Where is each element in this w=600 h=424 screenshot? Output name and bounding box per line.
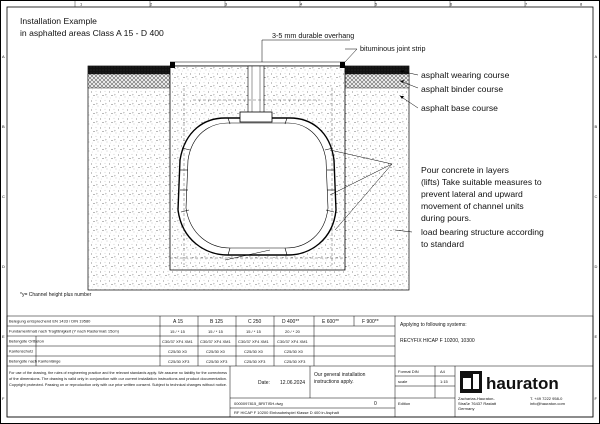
format-label: Format DIN — [398, 369, 419, 374]
class-d400: D 400** — [282, 319, 300, 325]
drawing-title-line-2: in asphalted areas Class A 15 - D 400 — [20, 28, 164, 38]
joint-strip-left — [170, 62, 175, 68]
wearing-course-left — [88, 66, 170, 74]
date-value: 12.06.2024 — [280, 380, 306, 386]
scale-label: scale — [398, 379, 408, 384]
grid-number-1: 1 — [80, 1, 83, 7]
grid-letter-c: C — [2, 194, 5, 199]
grid-letter-f: F — [2, 396, 5, 401]
grid-number-7: 7 — [525, 1, 528, 7]
label-wearing-course: asphalt wearing course — [421, 70, 510, 80]
label-pour-2: (lifts) Take suitable measures to — [421, 177, 542, 187]
applying-label: Applying to following systems: — [400, 322, 467, 328]
grid-number-5: 5 — [375, 1, 378, 7]
drawing-number: 0000097815_BRITISH.dwg — [234, 401, 283, 406]
drawing-title-line-1: Installation Example — [20, 16, 97, 26]
company-logo — [460, 371, 559, 393]
grid-letter-f-right: F — [594, 396, 597, 401]
channel-top-cap — [240, 112, 272, 122]
grid-letter-a-right: A — [594, 54, 598, 59]
binder-course-left — [88, 74, 170, 88]
spec-row-label-concrete: Betongüte Ortbeton — [9, 338, 44, 344]
grid-number-2: 2 — [150, 1, 153, 7]
company-address-1: Zacharias-Hauraton- — [458, 396, 495, 401]
company-address-2: Straße 76437 Rastatt — [458, 401, 497, 406]
company-address-3: Germany — [458, 406, 475, 411]
channel-inner — [186, 123, 328, 248]
label-overhang: 3-5 mm durable overhang — [272, 31, 355, 40]
grid-number-4: 4 — [300, 1, 303, 7]
edition-label: Edition — [398, 401, 411, 406]
class-c250: C 250 — [248, 319, 262, 325]
label-pour-5: during pours. — [421, 213, 472, 223]
grade-a-b125: C25/30 X0 — [206, 349, 225, 354]
concrete-b125: C30/37 XF4 XM1 — [200, 339, 231, 344]
grade-b-c250: C25/30 XF3 — [244, 359, 266, 364]
spec-row-label-dims: Fundamentmaß nach Tragfähigkeit (Y nach Rastermaß 15cm) — [9, 328, 119, 334]
grid-letter-d-right: D — [594, 264, 598, 269]
dim-a15: 15 / * 15 — [170, 329, 185, 334]
spec-row-label-grades: Betongüte nach Kantenlänge — [9, 358, 61, 364]
date-label: Date: — [258, 380, 270, 386]
spec-row-label-edge: Kantenschutz — [9, 348, 34, 354]
class-f900: F 900** — [362, 319, 379, 325]
caption: RF HICAP F 10200 Einbaubeispiel Klasse D 400 in Asphalt — [234, 410, 339, 415]
class-b125: B 125 — [210, 319, 224, 325]
format-value: A4 — [440, 369, 445, 374]
wearing-course-right — [345, 66, 409, 74]
grid-number-8: 8 — [580, 1, 583, 7]
grid-letter-a: A — [2, 54, 5, 59]
slot-opening — [248, 66, 264, 116]
legal-line-3: Copyright protected. Passing on or reproduction only with our prior written consent. Subject to technical changes without notice. — [9, 382, 227, 387]
label-load-1: load bearing structure according — [421, 227, 544, 237]
label-pour-3: prevent lateral and upward — [421, 189, 523, 199]
grid-number-6: 6 — [450, 1, 453, 7]
applying-systems: RECYFIX HICAP F 10200, 10300 — [400, 338, 475, 344]
scale-value: 1:15 — [440, 379, 448, 384]
class-e600: E 600** — [322, 319, 339, 325]
legal-line-1: For use of the drawing, the rules of engineering practice and the relevant standards apply. We assume no liability for the correctness — [9, 370, 227, 375]
dim-c250: 15 / * 15 — [246, 329, 261, 334]
label-joint-strip: bituminous joint strip — [360, 44, 426, 53]
grid-letter-b-right: B — [594, 124, 598, 129]
label-load-2: to standard — [421, 239, 464, 249]
company-email: info@hauraton.com — [530, 401, 565, 406]
binder-course-right — [345, 74, 409, 88]
grade-b-d400: C25/30 XF3 — [284, 359, 306, 364]
general-note-1: Our general installation — [314, 372, 366, 378]
general-note-2: instructions apply. — [314, 379, 354, 385]
dim-b125: 15 / * 15 — [208, 329, 223, 334]
grid-numbers — [75, 0, 583, 7]
grid-number-3: 3 — [225, 1, 228, 7]
company-phone: T. +49 7222 958-0 — [530, 396, 563, 401]
joint-strip-right — [340, 62, 345, 68]
label-base-course: asphalt base course — [421, 103, 498, 113]
grade-b-a15: C25/30 XF3 — [168, 359, 190, 364]
cross-section — [88, 40, 418, 290]
legal-line-2: of the dimensions. The drawing is valid only in conjunction with our current installation instructions and product documentation. — [9, 376, 227, 381]
grid-letter-d: D — [2, 264, 5, 269]
grade-b-b125: C25/30 XF3 — [206, 359, 228, 364]
grid-letter-e-right: E — [594, 334, 598, 339]
logo-text: hauraton — [486, 374, 559, 393]
spec-row-label-classes: Belegung entsprechend EN 1433 / DIN 19580 — [9, 318, 91, 324]
class-a15: A 15 — [173, 319, 184, 325]
concrete-a15: C30/37 XF4 XM1 — [162, 339, 193, 344]
grid-letter-c-right: C — [594, 194, 598, 199]
grade-a-d400: C25/30 X0 — [284, 349, 303, 354]
grid-letter-e: E — [2, 334, 5, 339]
grid-letter-b: B — [2, 124, 5, 129]
label-pour-4: movement of channel units — [421, 201, 524, 211]
grade-a-c250: C25/30 X0 — [244, 349, 263, 354]
label-pour-1: Pour concrete in layers — [421, 165, 509, 175]
revision: 0 — [374, 401, 377, 407]
dim-d400: 20 / * 20 — [285, 329, 300, 334]
footnote: *y= Channel height plus number — [20, 292, 92, 298]
label-binder-course: asphalt binder course — [421, 84, 504, 94]
concrete-d400: C30/37 XF4 XM1 — [277, 339, 308, 344]
concrete-c250: C30/37 XF4 XM1 — [238, 339, 269, 344]
grade-a-a15: C25/30 X0 — [168, 349, 187, 354]
